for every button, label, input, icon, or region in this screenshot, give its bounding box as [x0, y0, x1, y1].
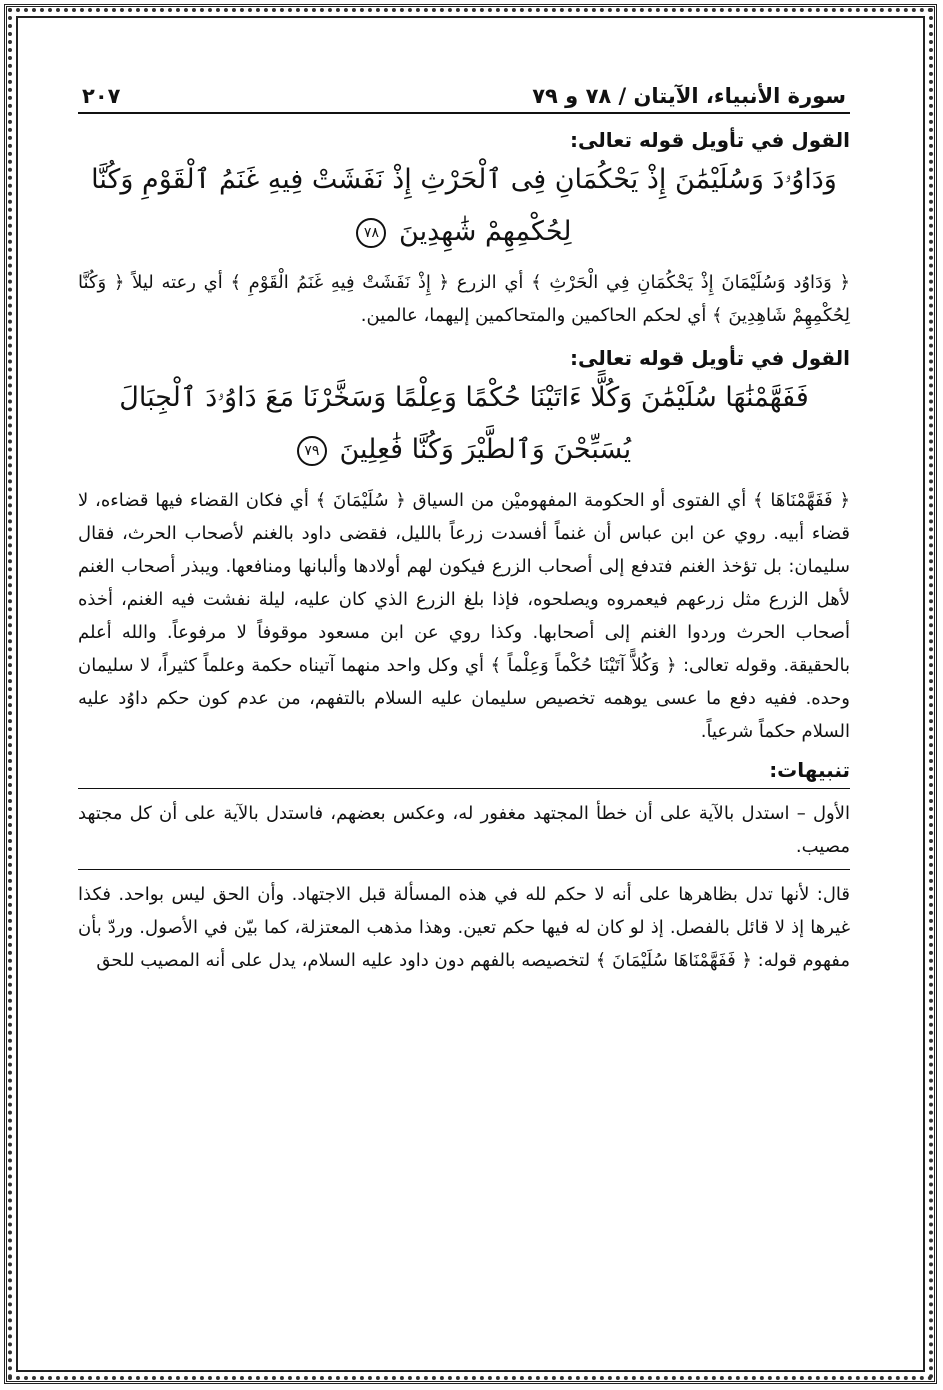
quran-verse [86, 154, 842, 258]
commentary-paragraph: ﴿ فَفَهَّمْنَاهَا ﴾ أي الفتوى أو الحكومة المفهوميْن من السياق ﴿ سُلَيْمَانَ ﴾ أي فكان القضاء فيها قضاءه، لا قضاء أبيه. روي عن ابن عباس أن غنماً أفسدت زرعاً بالليل، فقضى داود بالغنم لأصحاب الحرث، فقال سليمان: بل تؤخذ الغنم فتدفع إلى أصحاب الزرع فيكون لهم أولادها وألبانها ومنافعها. ويبذر أصحاب الغنم لأهل الزرع مثل زرعهم فيعمروه ويصلحوه، فإذا بلغ الزرع الذي كان عليه، ليلة نفشت فيه الغنم، أخذه أصحاب الحرث وردوا الغنم إلى أصحابها. وكذا روي عن ابن مسعود موقوفاً لا مرفوعاً. والله أعلم بالحقيقة. وقوله تعالى: ﴿ وَكُلاًّ آتَيْنَا حُكْماً وَعِلْماً ﴾ أي وكل واحد منهما آتيناه حكمة وعلماً كثيراً، لا سليمان وحده. ففيه دفع ما عسى يوهمه تخصيص سليمان عليه السلام بالتفهم، من عدم كون حكم داوُد عليه السلام حكماً شرعياً. [78, 490, 850, 742]
divider [78, 788, 850, 789]
notes-heading: تنبيهات: [769, 758, 850, 782]
section-verse-78 [78, 128, 850, 332]
section-heading: القول في تأويل قوله تعالى: [570, 128, 850, 152]
quran-verse [86, 372, 842, 476]
page-number: ٢٠٧ [82, 84, 121, 108]
section-heading: القول في تأويل قوله تعالى: [570, 346, 850, 370]
divider [78, 869, 850, 870]
verse-number-marker: ٧٨ [356, 218, 386, 248]
note-second: قال: لأنها تدل بظاهرها على أنه لا حكم لله في هذه المسألة قبل الاجتهاد. وأن الحق ليس بواحد. فكذا غيرها إذ لا قائل بالفصل. إذ لو كان له فيها حكم تعين. وهذا مذهب المعتزلة، كما بيّن في الأصول. وردّ بأن مفهوم قوله: ﴿ فَفَهَّمْنَاهَا سُلَيْمَانَ ﴾ لتخصيصه بالفهم دون داود عليه السلام، يدل على أنه المصيب للحق [78, 884, 850, 971]
note-first: الأول – استدل بالآية على أن خطأ المجتهد مغفور له، وعكس بعضهم، فاستدل بالآية على أن كل مجتهد مصيب. [78, 803, 850, 857]
verse-number-marker: ٧٩ [297, 436, 327, 466]
commentary-paragraph: ﴿ وَدَاوُد وَسُلَيْمَانَ إِذْ يَحْكُمَانِ فِي الْحَرْثِ ﴾ أي الزرع ﴿ إِذْ نَفَشَتْ فِيهِ غَنَمُ الْقَوْمِ ﴾ أي رعته ليلاً ﴿ وَكُنَّا لِحُكْمِهِمْ شَاهِدِينَ ﴾ أي لحكم الحاكمين والمتحاكمين إليهما، عالمين. [78, 272, 850, 326]
running-header [78, 68, 850, 114]
header-title: سورة الأنبياء، الآيتان / ٧٨ و ٧٩ [532, 84, 846, 108]
section-verse-79 [78, 346, 850, 748]
book-page [78, 68, 850, 1358]
verse-text: وَدَاوُۥدَ وَسُلَيْمَٰنَ إِذْ يَحْكُمَانِ فِى ٱلْحَرْثِ إِذْ نَفَشَتْ فِيهِ غَنَمُ ٱلْقَوْمِ وَكُنَّا لِحُكْمِهِمْ شَٰهِدِينَ [91, 164, 837, 247]
verse-text: فَفَهَّمْنَٰهَا سُلَيْمَٰنَ وَكُلًّا ءَاتَيْنَا حُكْمًا وَعِلْمًا وَسَخَّرْنَا مَعَ دَاوُۥدَ ٱلْجِبَالَ يُسَبِّحْنَ وَٱلطَّيْرَ وَكُنَّا فَٰعِلِينَ [119, 382, 809, 465]
notes-section [78, 758, 850, 977]
